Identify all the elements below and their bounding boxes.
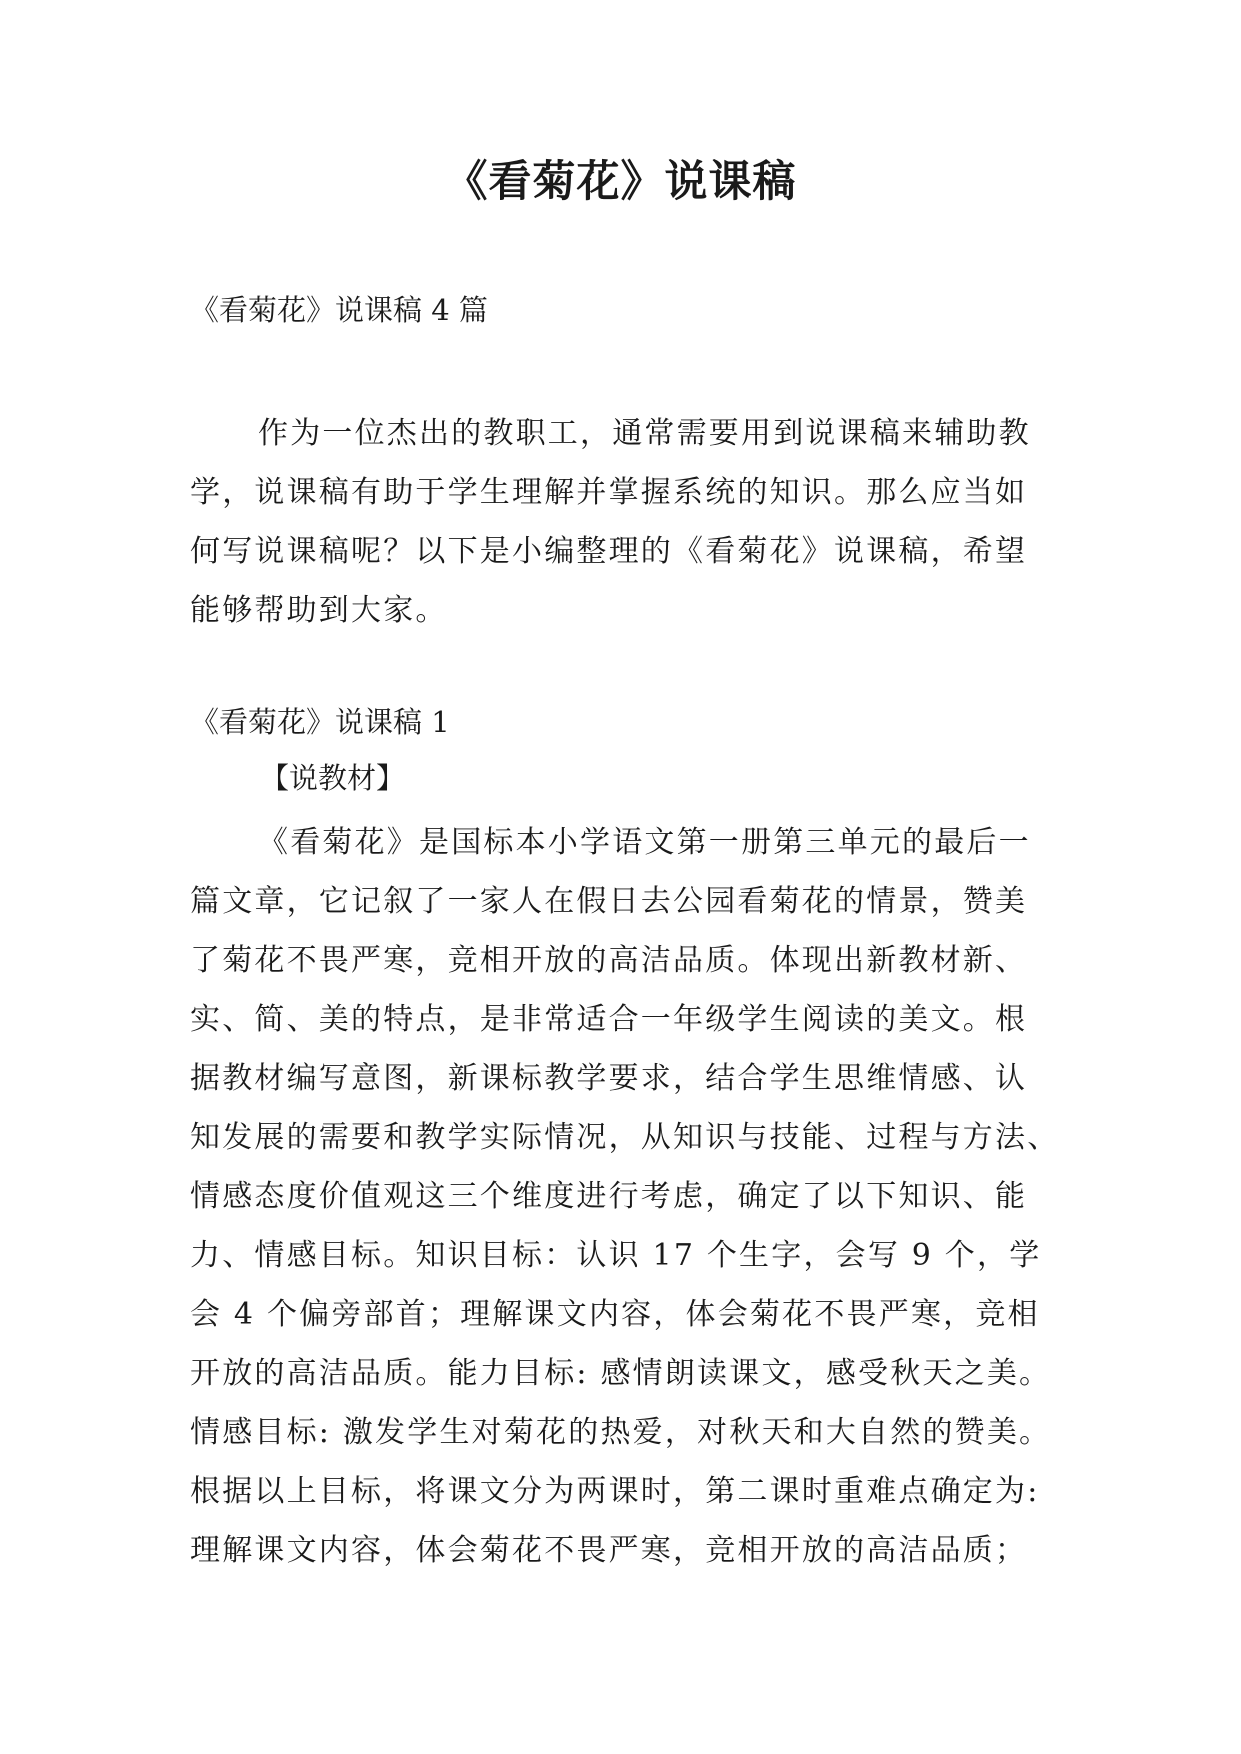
intro-line: 学，说课稿有助于学生理解并掌握系统的知识。那么应当如 bbox=[190, 475, 1028, 510]
body-line: 情感目标: 激发学生对菊花的热爱，对秋天和大自然的赞美。 bbox=[190, 1415, 1052, 1450]
body-line: 根据以上目标，将课文分为两课时，第二课时重难点确定为: bbox=[190, 1474, 1040, 1509]
body-line: 理解课文内容，体会菊花不畏严寒，竞相开放的高洁品质； bbox=[190, 1533, 1028, 1568]
body-line: 会 4 个偏旁部首；理解课文内容，体会菊花不畏严寒，竞相 bbox=[190, 1297, 1040, 1332]
body-paragraph bbox=[190, 813, 1060, 1580]
body-line: 开放的高洁品质。能力目标: 感情朗读课文，感受秋天之美。 bbox=[190, 1356, 1052, 1391]
section-title: 《看菊花》说课稿 1 bbox=[190, 705, 450, 739]
intro-line: 何写说课稿呢？以下是小编整理的《看菊花》说课稿，希望 bbox=[190, 534, 1028, 569]
body-line: 据教材编写意图，新课标教学要求，结合学生思维情感、认 bbox=[190, 1061, 1028, 1096]
intro-line: 能够帮助到大家。 bbox=[190, 593, 448, 628]
body-line: 了菊花不畏严寒，竞相开放的高洁品质。体现出新教材新、 bbox=[190, 943, 1028, 978]
intro-paragraph bbox=[190, 404, 1060, 640]
document-title: 《看菊花》说课稿 bbox=[444, 157, 797, 207]
body-line: 《看菊花》是国标本小学语文第一册第三单元的最后一 bbox=[258, 825, 1031, 860]
body-line: 情感态度价值观这三个维度进行考虑，确定了以下知识、能 bbox=[190, 1179, 1028, 1214]
body-line: 知发展的需要和教学实际情况，从知识与技能、过程与方法、 bbox=[190, 1120, 1060, 1155]
body-line: 力、情感目标。知识目标：认识 17 个生字，会写 9 个，学 bbox=[190, 1238, 1042, 1273]
document-subtitle: 《看菊花》说课稿 4 篇 bbox=[190, 293, 488, 327]
section-heading: 【说教材】 bbox=[260, 761, 406, 795]
body-line: 篇文章，它记叙了一家人在假日去公园看菊花的情景，赞美 bbox=[190, 884, 1028, 919]
body-line: 实、简、美的特点，是非常适合一年级学生阅读的美文。根 bbox=[190, 1002, 1028, 1037]
intro-line: 作为一位杰出的教职工，通常需要用到说课稿来辅助教 bbox=[258, 416, 1031, 451]
